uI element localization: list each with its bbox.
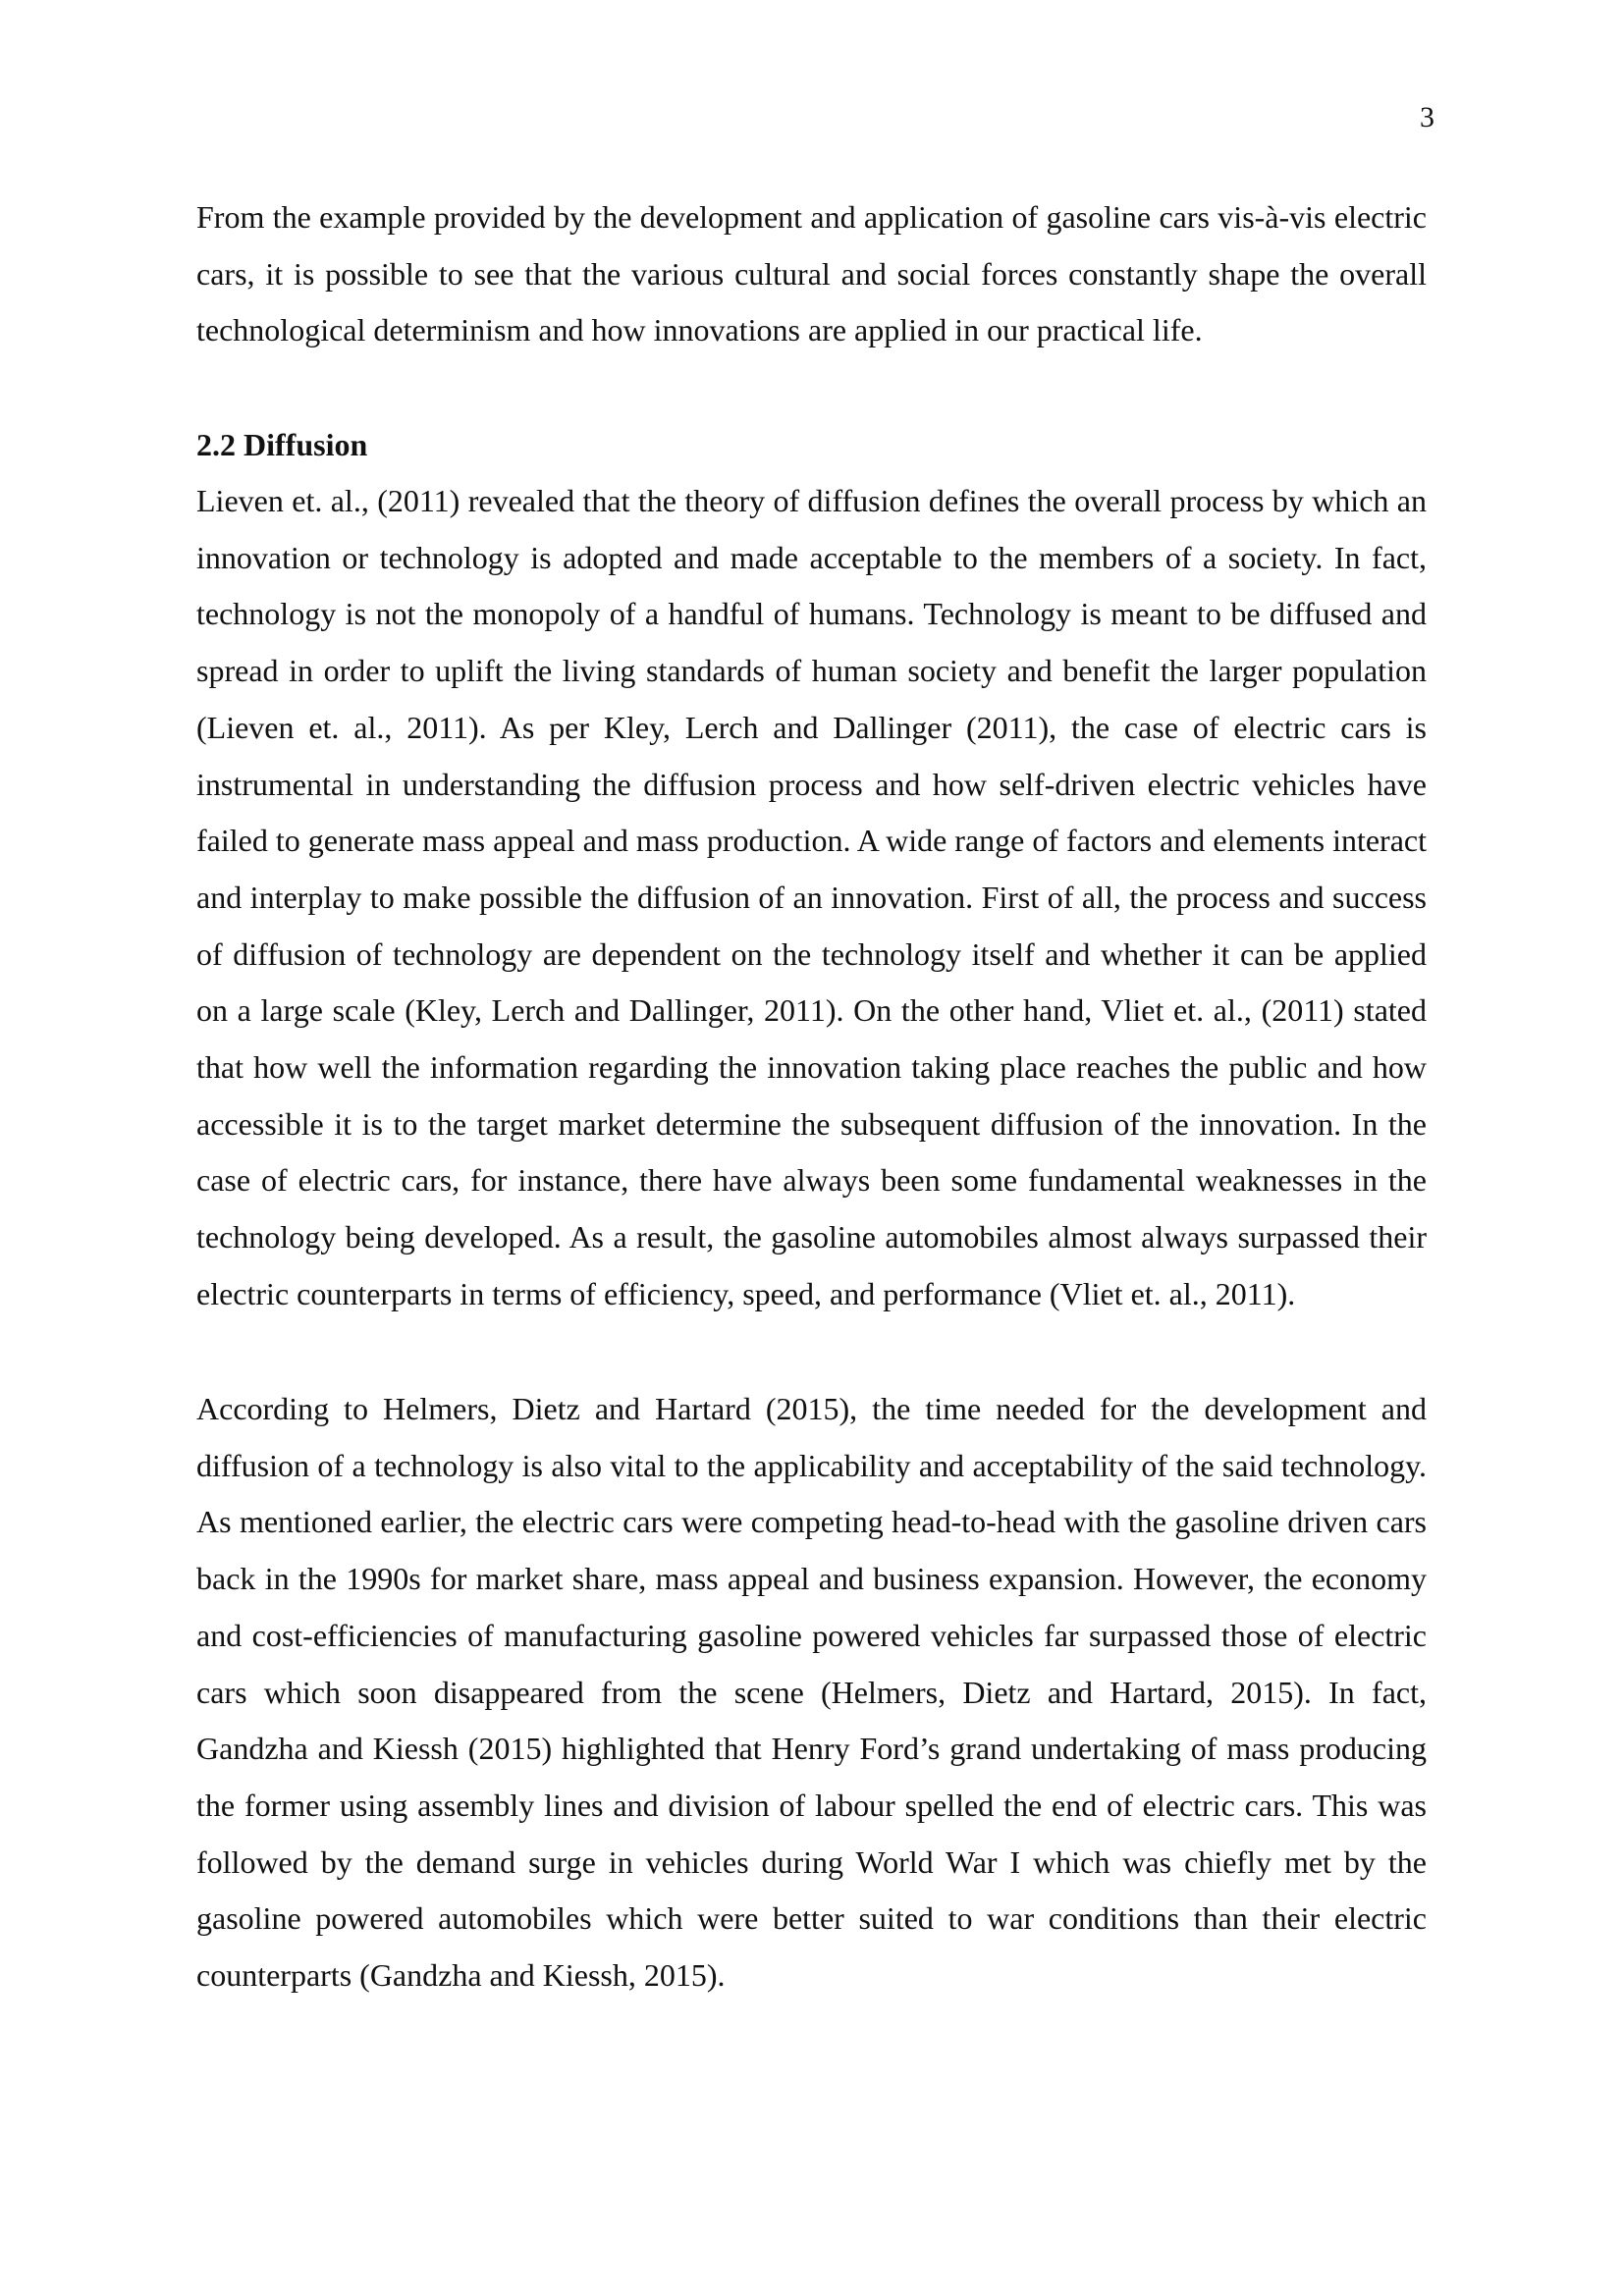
body-paragraph: According to Helmers, Dietz and Hartard (2015), the time needed for the development and diffusion of a technology is also vital to the applicability and acceptability of the said technology. As mentioned earlier, the electric cars were competing head-to-head with the gasoline driven cars back in the 1990s for market share, mass appeal and business expansion. However, the economy and cost-efficiencies of manufacturing gasoline powered vehicles far surpassed those of electric cars which soon disappeared from the scene (Helmers, Dietz and Hartard, 2015). In fact, Gandzha and Kiessh (2015) highlighted that Henry Ford’s grand undertaking of mass producing the former using assembly lines and division of labour spelled the end of electric cars. This was followed by the demand surge in vehicles during World War I which was chiefly met by the gasoline powered automobiles which were better suited to war conditions than their electric counterparts (Gandzha and Kiessh, 2015). <box>196 1391 1427 1994</box>
body-paragraph: Lieven et. al., (2011) revealed that the theory of diffusion defines the overall process by which an innovation or technology is adopted and made acceptable to the members of a society. In fact, technology is not the monopoly of a handful of humans. Technology is meant to be diffused and spread in order to uplift the living standards of human society and benefit the larger population (Lieven et. al., 2011). As per Kley, Lerch and Dallinger (2011), the case of electric cars is instrumental in understanding the diffusion process and how self-driven electric vehicles have failed to generate mass appeal and mass production. A wide range of factors and elements interact and interplay to make possible the diffusion of an innovation. First of all, the process and success of diffusion of technology are dependent on the technology itself and whether it can be applied on a large scale (Kley, Lerch and Dallinger, 2011). On the other hand, Vliet et. al., (2011) stated that how well the information regarding the innovation taking place reaches the public and how accessible it is to the target market determine the subsequent diffusion of the innovation. In the case of electric cars, for instance, there have always been some fundamental weaknesses in the technology being developed. As a result, the gasoline automobiles almost always surpassed their electric counterparts in terms of efficiency, speed, and performance (Vliet et. al., 2011). <box>196 483 1427 1311</box>
intro-paragraph: From the example provided by the development and application of gasoline cars vis-à-vis electric cars, it is possible to see that the various cultural and social forces constantly shape the overall technological determinism and how innovations are applied in our practical life. <box>196 199 1427 348</box>
section-heading: 2.2 Diffusion <box>196 427 368 462</box>
page-number: 3 <box>1420 101 1434 133</box>
